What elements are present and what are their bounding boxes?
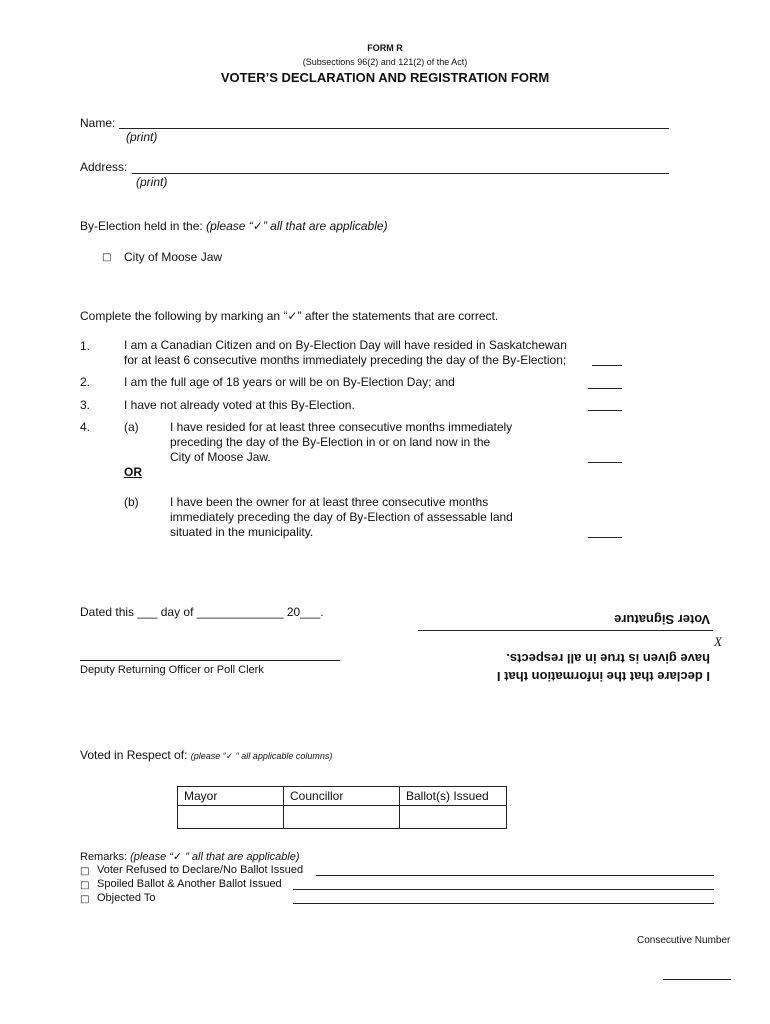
remark-checkbox[interactable]: □	[80, 866, 90, 877]
dated-line[interactable]: Dated this ___ day of _____________ 20___.	[80, 605, 324, 619]
statement-4b-line: I have been the owner for at least three consecutive months	[170, 495, 489, 509]
statement-4a	[170, 420, 512, 465]
statement-4a-line: preceding the day of the By-Election in or on land now in the	[170, 435, 491, 449]
remark-checkbox[interactable]: □	[80, 880, 90, 891]
statement-1-mark[interactable]	[592, 365, 622, 366]
remark-line-spoiled[interactable]	[293, 889, 714, 890]
statement-4b-line: immediately preceding the day of By-Election of assessable land	[170, 510, 513, 524]
column-header-ballots: Ballot(s) Issued	[400, 787, 507, 806]
voter-signature-label: Voter Signature	[614, 612, 710, 627]
declaration-line: I declare that the information that I	[496, 669, 710, 684]
remark-item-objected: Objected To	[97, 892, 156, 904]
ballots-cell[interactable]	[400, 806, 507, 829]
by-election-label: By-Election held in the:	[80, 219, 203, 233]
statement-3: I have not already voted at this By-Election.	[124, 398, 355, 412]
moose-jaw-checkbox[interactable]: □	[102, 252, 112, 263]
statement-4a-label: (a)	[124, 420, 139, 434]
statement-4a-mark[interactable]	[588, 462, 622, 463]
statement-2-mark[interactable]	[588, 388, 622, 389]
upside-down-declaration	[470, 612, 710, 685]
statement-2: I am the full age of 18 years or will be on By-Election Day; and	[124, 375, 455, 389]
statement-1-line: I am a Canadian Citizen and on By-Election Day will have resided in Saskatchewan	[124, 338, 567, 352]
statement-4b	[170, 495, 513, 540]
remarks-line	[80, 850, 300, 863]
address-field[interactable]	[132, 173, 669, 174]
statement-number: 3.	[80, 398, 91, 412]
statement-4b-mark[interactable]	[588, 537, 622, 538]
remark-item-refused: Voter Refused to Declare/No Ballot Issued	[97, 864, 304, 876]
statement-number: 2.	[80, 375, 91, 389]
by-election-line	[80, 219, 388, 233]
name-field[interactable]	[119, 128, 669, 129]
remark-line-objected[interactable]	[293, 903, 714, 904]
form-label: FORM R	[367, 43, 403, 53]
statement-4b-label: (b)	[124, 495, 139, 509]
statement-3-mark[interactable]	[588, 410, 622, 411]
councillor-cell[interactable]	[284, 806, 400, 829]
voted-in-respect-line	[80, 748, 332, 762]
statement-number: 4.	[80, 420, 91, 434]
consecutive-number-field[interactable]	[663, 979, 731, 980]
statement-1	[124, 338, 567, 368]
consecutive-number-label: Consecutive Number	[637, 935, 731, 946]
remark-line-refused[interactable]	[316, 875, 714, 876]
or-label: OR	[124, 465, 142, 479]
remarks-label: Remarks:	[80, 851, 128, 863]
statement-1-line: for at least 6 consecutive months immediately preceding the day of the By-Election;	[124, 353, 567, 367]
moose-jaw-option: City of Moose Jaw	[124, 250, 223, 264]
deputy-signature-line[interactable]	[80, 660, 340, 661]
remark-checkbox[interactable]: □	[80, 894, 90, 905]
statement-4a-line: I have resided for at least three consecutive months immediately	[170, 420, 513, 434]
statement-4a-line: City of Moose Jaw.	[170, 450, 271, 464]
voted-in-respect-table	[177, 786, 507, 829]
mayor-cell[interactable]	[178, 806, 284, 829]
name-label: Name:	[80, 116, 116, 130]
remarks-instruction: (please “✓ ” all that are applicable)	[130, 851, 300, 863]
address-label: Address:	[80, 160, 128, 174]
deputy-label: Deputy Returning Officer or Poll Clerk	[80, 664, 264, 676]
voted-in-respect-instruction: (please “✓ “ all applicable columns)	[190, 751, 333, 761]
statements-intro: Complete the following by marking an “✓” after the statements that are correct.	[80, 309, 499, 323]
x-mark: X	[714, 634, 722, 649]
name-print-hint: (print)	[126, 130, 158, 144]
declaration-line: have given is true in all respects.	[506, 651, 710, 666]
statement-number: 1.	[80, 339, 91, 353]
remark-item-spoiled: Spoiled Ballot & Another Ballot Issued	[97, 878, 282, 890]
column-header-mayor: Mayor	[178, 787, 284, 806]
address-print-hint: (print)	[136, 175, 168, 189]
voted-in-respect-label: Voted in Respect of:	[80, 748, 188, 762]
column-header-councillor: Councillor	[284, 787, 400, 806]
subsections-note: (Subsections 96(2) and 121(2) of the Act)	[302, 57, 468, 67]
statement-4b-line: situated in the municipality.	[170, 525, 314, 539]
by-election-instruction: (please “✓” all that are applicable)	[206, 219, 388, 233]
page-title: VOTER’S DECLARATION AND REGISTRATION FORM	[220, 70, 550, 85]
